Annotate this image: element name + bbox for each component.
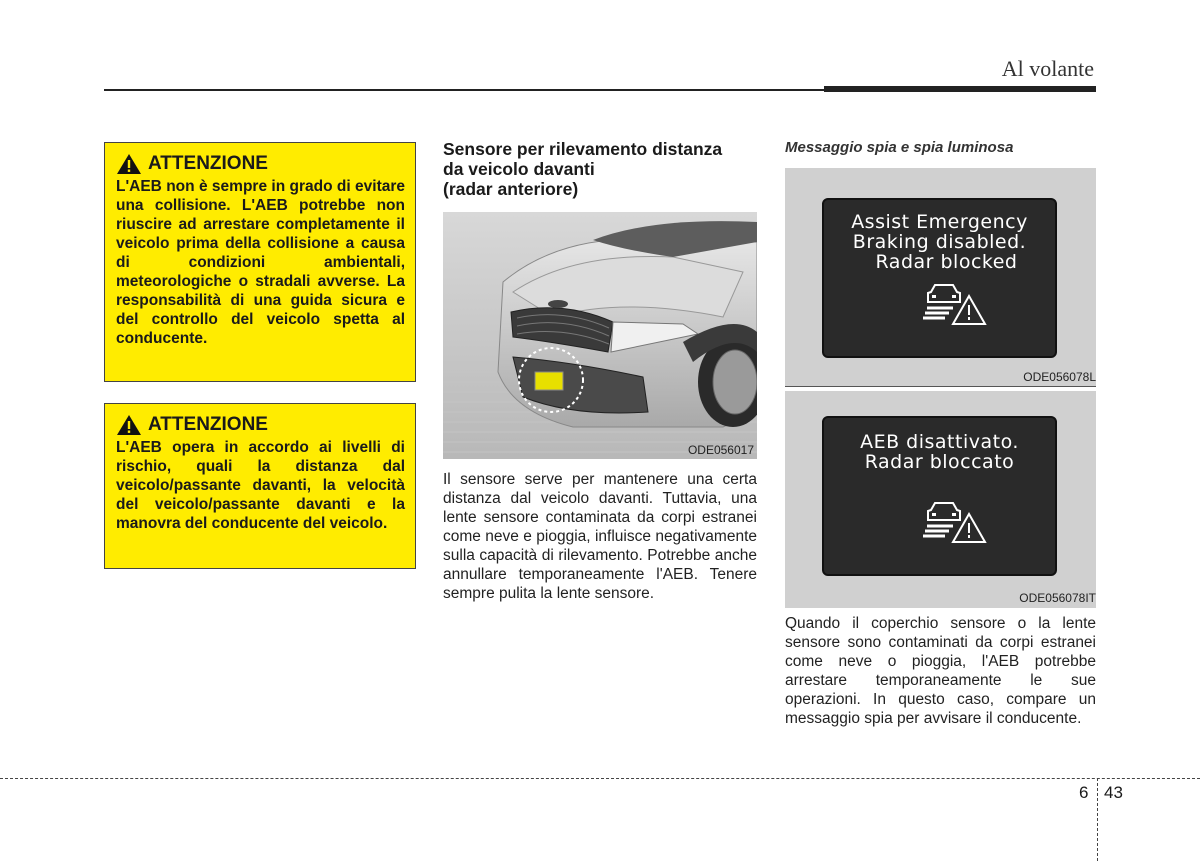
car-front-photo <box>443 212 757 459</box>
warning-box-1 <box>104 142 416 382</box>
image-caption: ODE056017 <box>687 443 754 457</box>
warning-triangle-icon <box>116 414 142 436</box>
car-radar-warning-icon <box>923 282 987 326</box>
cluster-display-en <box>822 198 1057 358</box>
sensor-body-text: Il sensore serve per mantenere una certa distanza dal veicolo davanti. Tuttavia, una lente sensore contaminata da corpi estranei come neve e pioggia, influisce negativamente sulla capacità di rilevamento. Potrebbe anche annullare temporaneamente l'AEB. Tenere sempre pulita la lente sensore. <box>443 471 757 602</box>
warning-heading-text: ATTENZIONE <box>148 153 268 174</box>
car-radar-warning-icon <box>923 500 987 544</box>
display-line: Radar blocked <box>875 251 1018 273</box>
panel-divider <box>785 386 1096 387</box>
page-number: 43 <box>1104 783 1123 802</box>
display-panel-en <box>785 168 1096 386</box>
section-title <box>443 139 761 199</box>
warning-heading-text: ATTENZIONE <box>148 414 268 435</box>
warning-box-2 <box>104 403 416 569</box>
display-line: AEB disattivato. <box>860 431 1019 453</box>
cluster-display-it <box>822 416 1057 576</box>
warning-heading <box>116 153 405 175</box>
message-body-text: Quando il coperchio sensore o la lente sensore sono contaminati da corpi estranei come neve o pioggia, l'AEB potrebbe arrestare temporaneamente le sue operazioni. In questo caso, compare un messaggio spia per avvisare il conducente. <box>785 615 1096 727</box>
header-rule <box>104 89 824 91</box>
display-caption: ODE056078IT <box>1019 591 1096 605</box>
chapter-number: 6 <box>1079 783 1089 802</box>
section-title-line: Sensore per rilevamento distanza <box>443 139 723 159</box>
display-line: Assist Emergency <box>851 211 1028 233</box>
message-section-title: Messaggio spia e spia luminosa <box>785 139 1014 156</box>
header-title: Al volante <box>1001 56 1094 81</box>
warning-heading <box>116 414 405 436</box>
footer-rule <box>0 778 1200 779</box>
car-illustration <box>443 212 757 459</box>
header-rule-accent <box>824 86 1096 92</box>
warning-triangle-icon <box>116 153 142 175</box>
warning-text: L'AEB opera in accordo ai livelli di rischio, quali la distanza dal veicolo/passante davanti, la velocità del veicolo/passante davanti e la manovra del conducente del veicolo. <box>116 439 405 532</box>
section-title-line: (radar anteriore) <box>443 179 579 199</box>
display-line: Radar bloccato <box>864 451 1015 473</box>
footer-divider <box>1097 778 1098 861</box>
display-panel-it <box>785 391 1096 608</box>
display-line: Braking disabled. <box>852 231 1027 253</box>
section-title-line: da veicolo davanti <box>443 159 595 179</box>
warning-text: L'AEB non è sempre in grado di evitare una collisione. L'AEB potrebbe non riuscire ad arrestare completamente il veicolo prima della collisione a causa di condizioni ambientali, meteorologiche o stradali avverse. La responsabilità di una guida sicura e del controllo del veicolo spetta al conducente. <box>116 178 405 347</box>
display-caption: ODE056078L <box>1023 370 1096 384</box>
